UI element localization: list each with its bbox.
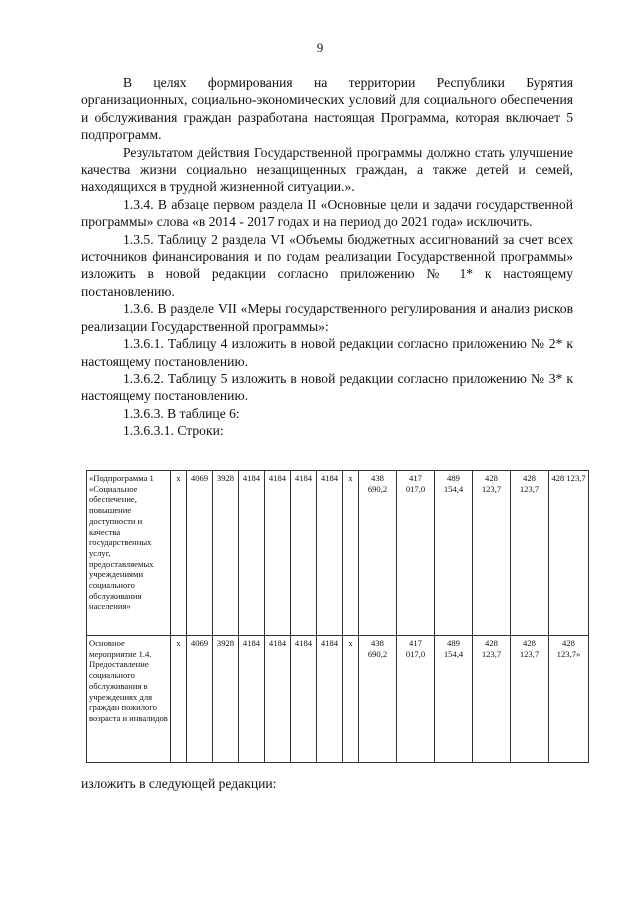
table-cell: 3928 bbox=[213, 636, 239, 763]
table-cell-name: «Подпрограмма 1 «Социальное обеспечение, повышение доступности и качества государственных услуг, предоставляемых учреждениями социального обслуживания населения» bbox=[87, 471, 171, 636]
table-cell-name: Основное мероприятие 1.4. Предоставление социального обслуживания в учреждениях для граждан пожилого возраста и инвалидов bbox=[87, 636, 171, 763]
table-cell: 428 123,7 bbox=[473, 636, 511, 763]
table-cell: 428 123,7 bbox=[511, 636, 549, 763]
paragraph: Результатом действия Государственной программы должно стать улучшение качества жизни социально незащищенных граждан, а также детей и семей, находящихся в трудной жизненной ситуации.». bbox=[81, 144, 573, 195]
table-cell: х bbox=[171, 636, 187, 763]
paragraph: 1.3.6.3.1. Строки: bbox=[123, 423, 224, 439]
table-cell: 4184 bbox=[291, 471, 317, 636]
table-cell: 428 123,7 bbox=[511, 471, 549, 636]
table-cell: 3928 bbox=[213, 471, 239, 636]
paragraph: 1.3.6. В разделе VII «Меры государственного регулирования и анализ рисков реализации Государственной программы»: bbox=[81, 301, 573, 334]
closing-text: изложить в следующей редакции: bbox=[81, 776, 277, 791]
table-cell: 4184 bbox=[239, 636, 265, 763]
paragraph: В целях формирования на территории Республики Бурятия организационных, социально-экономических условий для социального обеспечения и обслуживания граждан разработана настоящая Программа, которая включает 5 подпрограмм. bbox=[81, 75, 573, 143]
table-cell: 438 690,2 bbox=[359, 471, 397, 636]
table-cell: х bbox=[343, 471, 359, 636]
table-cell: 428 123,7 bbox=[473, 471, 511, 636]
paragraph: 1.3.6.2. Таблицу 5 изложить в новой редакции согласно приложению № 3* к настоящему постановлению. bbox=[81, 370, 573, 404]
budget-table bbox=[86, 470, 589, 763]
table-cell: 4184 bbox=[291, 636, 317, 763]
table-cell: 4184 bbox=[239, 471, 265, 636]
body-text bbox=[81, 74, 573, 440]
table-cell: 489 154,4 bbox=[435, 636, 473, 763]
paragraph: 1.3.5. Таблицу 2 раздела VI «Объемы бюджетных ассигнований за счет всех источников финансирования и по годам реализации Государственной программы» изложить в новой редакции согласно приложению № 1* к настоящему постановлению. bbox=[81, 231, 573, 299]
table-cell: 4184 bbox=[317, 471, 343, 636]
table-cell: 4069 bbox=[187, 471, 213, 636]
table-cell: х bbox=[171, 471, 187, 636]
table-cell: 489 154,4 bbox=[435, 471, 473, 636]
table-cell: 417 017,0 bbox=[397, 471, 435, 636]
paragraph: 1.3.6.3. В таблице 6: bbox=[123, 405, 240, 421]
table-cell: 428 123,7 bbox=[549, 471, 589, 636]
table-cell: 428 123,7» bbox=[549, 636, 589, 763]
table-cell: 4184 bbox=[317, 636, 343, 763]
table-cell: 438 690,2 bbox=[359, 636, 397, 763]
table-cell: 4184 bbox=[265, 471, 291, 636]
paragraph: 1.3.4. В абзаце первом раздела II «Основные цели и задачи государственной программы» слова «в 2014 - 2017 годах и на период до 2021 года» исключить. bbox=[81, 196, 573, 230]
table-row bbox=[87, 471, 589, 636]
paragraph: 1.3.6.1. Таблицу 4 изложить в новой редакции согласно приложению № 2* к настоящему постановлению. bbox=[81, 336, 573, 369]
table-cell: 4184 bbox=[265, 636, 291, 763]
table-cell: х bbox=[343, 636, 359, 763]
table-row bbox=[87, 636, 589, 763]
table-cell: 4069 bbox=[187, 636, 213, 763]
page-number: 9 bbox=[316, 40, 324, 55]
table-cell: 417 017,0 bbox=[397, 636, 435, 763]
